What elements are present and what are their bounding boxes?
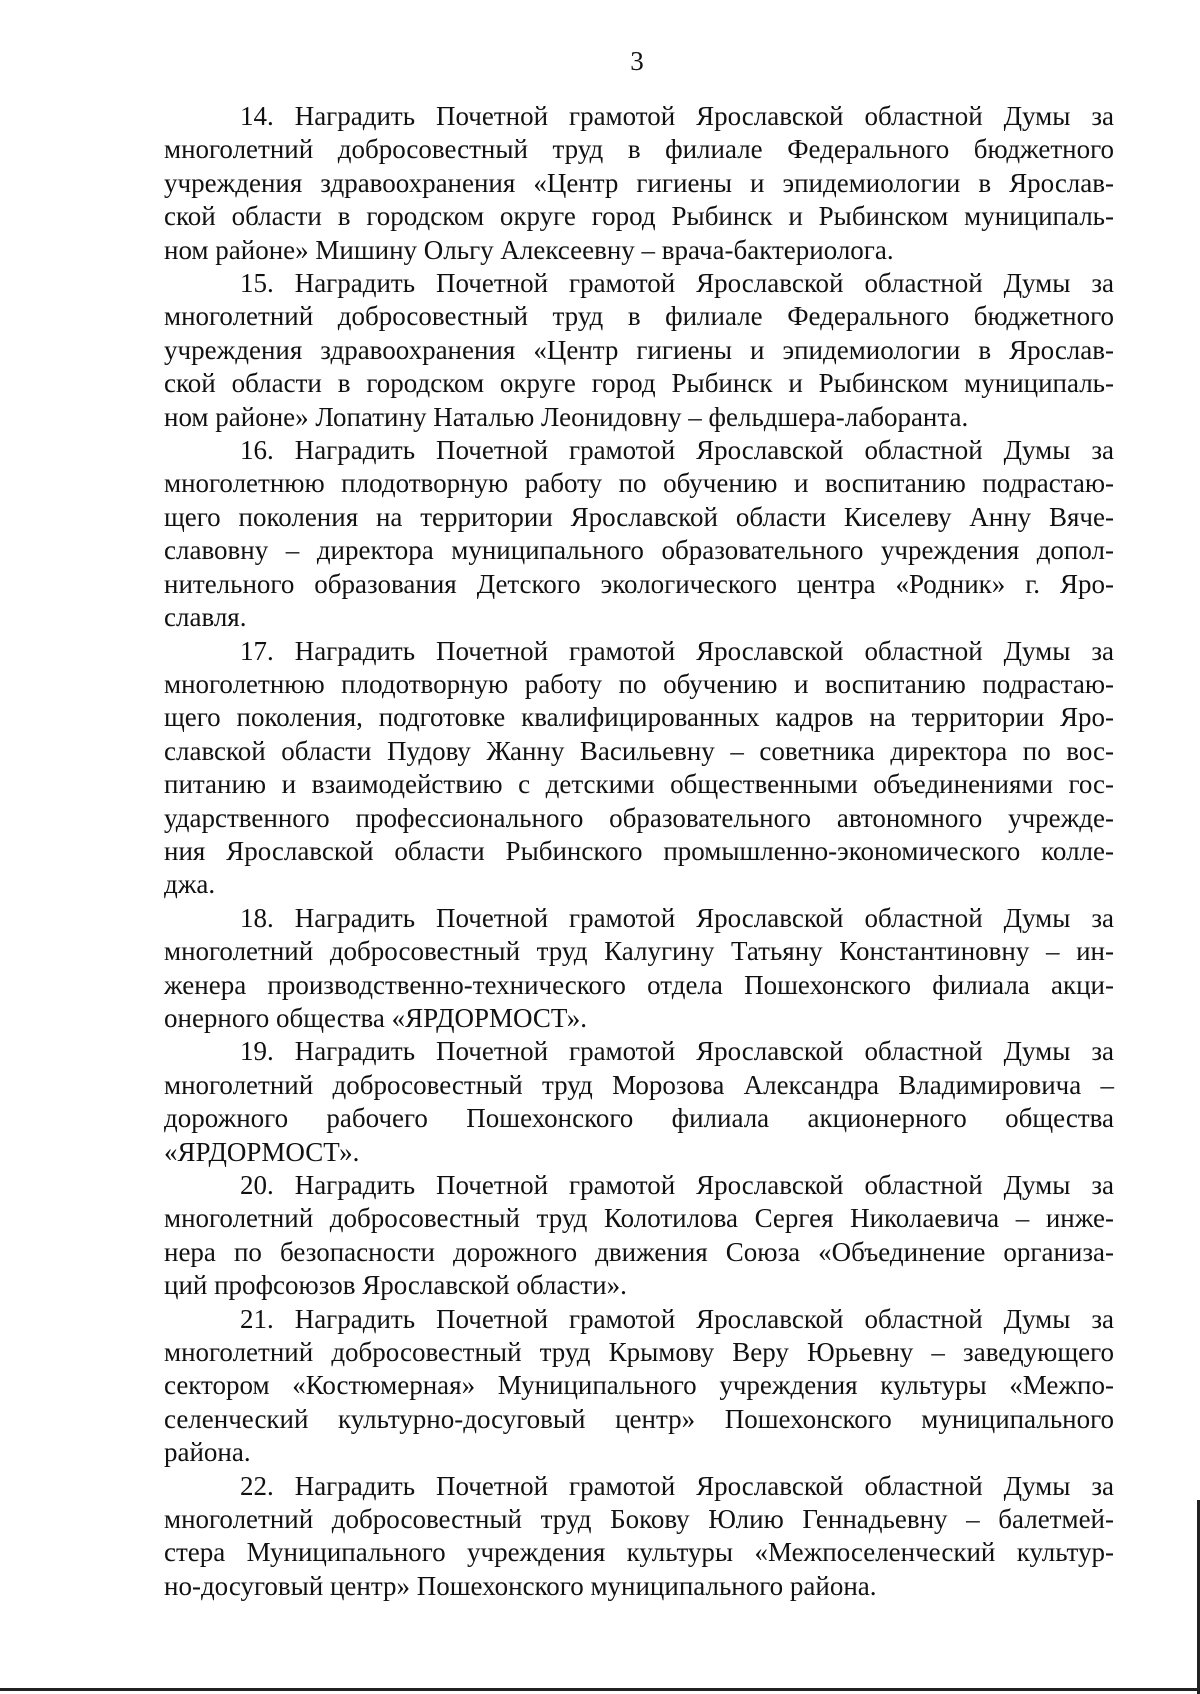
paragraph-line: 21. Наградить Почетной грамотой Ярославской областной Думы за <box>240 1303 1114 1334</box>
page-number: 3 <box>630 46 644 76</box>
paragraph-line: 17. Наградить Почетной грамотой Ярославской областной Думы за <box>240 635 1114 666</box>
paragraph-line: многолетний добросовестный труд Бокову Юлию Геннадьевну – балетмей- <box>164 1504 1114 1535</box>
paragraph-line: нера по безопасности дорожного движения Союза «Объединение организа- <box>164 1236 1114 1267</box>
paragraph-line: славской области Пудову Жанну Васильевну – советника директора по вос- <box>164 735 1114 766</box>
award-paragraph <box>164 635 1114 902</box>
paragraph-line: ном районе» Мишину Ольгу Алексеевну – врача-бактериолога. <box>164 234 894 265</box>
paragraph-line: но-досуговый центр» Пошехонского муниципального района. <box>164 1570 877 1601</box>
paragraph-line: района. <box>164 1437 251 1468</box>
paragraph-line: 14. Наградить Почетной грамотой Ярославской областной Думы за <box>240 101 1114 131</box>
award-paragraph <box>164 434 1114 634</box>
paragraph-line: учреждения здравоохранения «Центр гигиены и эпидемиологии в Ярослав- <box>164 167 1114 198</box>
award-paragraph <box>164 1303 1114 1470</box>
award-paragraph <box>164 1035 1114 1169</box>
award-paragraph <box>164 100 1114 267</box>
award-paragraph <box>164 902 1114 1036</box>
paragraph-line: многолетнюю плодотворную работу по обучению и воспитанию подрастаю- <box>164 468 1114 499</box>
paragraph-line: многолетнюю плодотворную работу по обучению и воспитанию подрастаю- <box>164 668 1114 699</box>
paragraph-line: ударственного профессионального образовательного автономного учрежде- <box>164 802 1114 833</box>
paragraph-line: онерного общества «ЯРДОРМОСТ». <box>164 1002 587 1033</box>
paragraph-line: 19. Наградить Почетной грамотой Ярославской областной Думы за <box>240 1036 1114 1067</box>
paragraph-line: стера Муниципального учреждения культуры «Межпоселенческий культур- <box>164 1537 1114 1568</box>
paragraph-line: питанию и взаимодействию с детскими общественными объединениями гос- <box>164 769 1114 800</box>
paragraph-line: славовну – директора муниципального образовательного учреждения допол- <box>164 535 1114 566</box>
paragraph-line: дорожного рабочего Пошехонского филиала акционерного общества <box>164 1103 1114 1134</box>
paragraph-line: ций профсоюзов Ярославской области». <box>164 1270 627 1301</box>
award-paragraph <box>164 1169 1114 1303</box>
paragraph-line: 20. Наградить Почетной грамотой Ярославской областной Думы за <box>240 1170 1114 1200</box>
paragraph-line: 18. Наградить Почетной грамотой Ярославской областной Думы за <box>240 902 1114 933</box>
paragraph-line: ном районе» Лопатину Наталью Леонидовну – фельдшера-лаборанта. <box>164 401 969 432</box>
award-paragraph <box>164 267 1114 434</box>
paragraph-line: 15. Наградить Почетной грамотой Ярославской областной Думы за <box>240 268 1114 299</box>
paragraph-line: многолетний добросовестный труд Калугину Татьяну Константиновну – ин- <box>164 936 1114 967</box>
paragraph-line: нительного образования Детского экологического центра «Родник» г. Яро- <box>164 568 1114 599</box>
document-body <box>164 100 1114 1603</box>
paragraph-line: многолетний добросовестный труд в филиале Федерального бюджетного <box>164 134 1114 165</box>
paragraph-line: щего поколения, подготовке квалифицированных кадров на территории Яро- <box>164 702 1114 733</box>
paragraph-line: женера производственно-технического отдела Пошехонского филиала акци- <box>164 969 1114 1000</box>
paragraph-line: ской области в городском округе город Рыбинск и Рыбинском муниципаль- <box>164 201 1114 232</box>
scan-edge-bottom <box>0 1688 1200 1691</box>
paragraph-line: многолетний добросовестный труд Колотилова Сергея Николаевича – инже- <box>164 1203 1114 1234</box>
paragraph-line: щего поколения на территории Ярославской области Киселеву Анну Вяче- <box>164 501 1114 532</box>
paragraph-line: 22. Наградить Почетной грамотой Ярославской областной Думы за <box>240 1470 1114 1501</box>
paragraph-line: многолетний добросовестный труд в филиале Федерального бюджетного <box>164 301 1114 332</box>
paragraph-line: 16. Наградить Почетной грамотой Ярославской областной Думы за <box>240 435 1114 466</box>
paragraph-line: славля. <box>164 602 247 633</box>
paragraph-line: селенческий культурно-досуговый центр» Пошехонского муниципального <box>164 1403 1114 1434</box>
paragraph-line: многолетний добросовестный труд Морозова Александра Владимировича – <box>164 1069 1114 1100</box>
paragraph-line: ния Ярославской области Рыбинского промышленно-экономического колле- <box>164 835 1114 866</box>
paragraph-line: джа. <box>164 869 216 900</box>
paragraph-line: «ЯРДОРМОСТ». <box>164 1136 360 1167</box>
paragraph-line: учреждения здравоохранения «Центр гигиены и эпидемиологии в Ярослав- <box>164 334 1114 365</box>
award-paragraph <box>164 1470 1114 1604</box>
paragraph-line: сектором «Костюмерная» Муниципального учреждения культуры «Межпо- <box>164 1370 1114 1401</box>
paragraph-line: многолетний добросовестный труд Крымову Веру Юрьевну – заведующего <box>164 1337 1114 1368</box>
paragraph-line: ской области в городском округе город Рыбинск и Рыбинском муниципаль- <box>164 368 1114 399</box>
